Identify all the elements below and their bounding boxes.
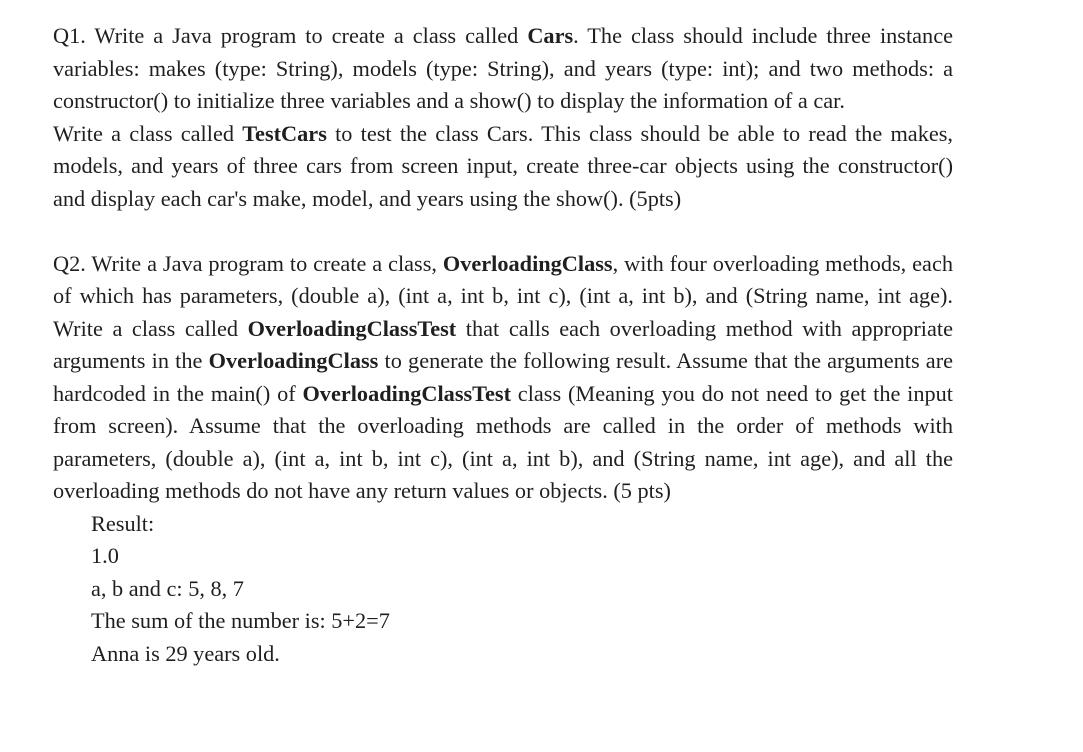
q1-class-name-cars: Cars — [527, 23, 574, 48]
result-line: a, b and c: 5, 8, 7 — [91, 575, 244, 601]
result-line: Anna is 29 years old. — [91, 640, 280, 666]
result-label: Result: — [91, 510, 155, 536]
q2-class-name-overloadingclasstest: OverloadingClassTest — [247, 315, 457, 341]
q2-class-name-overloadingclasstest: OverloadingClassTest — [302, 380, 511, 406]
q1-text: . The class should include three instance variables: makes (type: String), models (type: String), and years (type: int); and two methods: a constructor() to initialize three variables and a show() to display the information of a car. — [53, 23, 953, 113]
q1-text: Q1. Write a Java program to create a class called — [53, 23, 528, 48]
document-page — [53, 20, 953, 670]
result-block — [53, 508, 953, 671]
paragraph-gap — [53, 215, 953, 248]
q2-class-name-overloadingclass: OverloadingClass — [442, 250, 613, 276]
q2-text: , with four overloading methods, each of which has parameters, (double a), (int a, int b, int c), (int a, int b), and (String name, int age). Write a class called — [53, 250, 953, 341]
q2-paragraph — [53, 248, 953, 508]
q2-text: Q2. Write a Java program to create a class, — [53, 250, 443, 276]
q2-class-name-overloadingclass: OverloadingClass — [208, 348, 379, 373]
q1-testcars-text: Write a class called — [53, 120, 243, 146]
result-line: 1.0 — [91, 543, 119, 568]
q1-class-name-testcars: TestCars — [242, 120, 327, 146]
q2-text: to generate the following result. Assume that the arguments are hardcoded in the main() of — [53, 348, 954, 406]
result-line: The sum of the number is: 5+2=7 — [91, 608, 390, 633]
q1-testcars-text: to test the class Cars. This class should be able to read the makes, models, and years of three cars from screen input, create three-car objects using the constructor() and display each car's make, model, and years using the show(). (5pts) — [53, 120, 953, 211]
q2-text: that calls each overloading method with appropriate arguments in the — [53, 315, 953, 373]
q1-testcars-paragraph — [53, 118, 953, 216]
q2-text: class (Meaning you do not need to get the input from screen). Assume that the overloading methods are called in the order of methods with parameters, (double a), (int a, int b, int c), (int a, int b), and (String name, int age), and all the overloading methods do not have any return values or objects. (5 pts) — [53, 380, 953, 503]
q1-paragraph — [53, 20, 953, 118]
